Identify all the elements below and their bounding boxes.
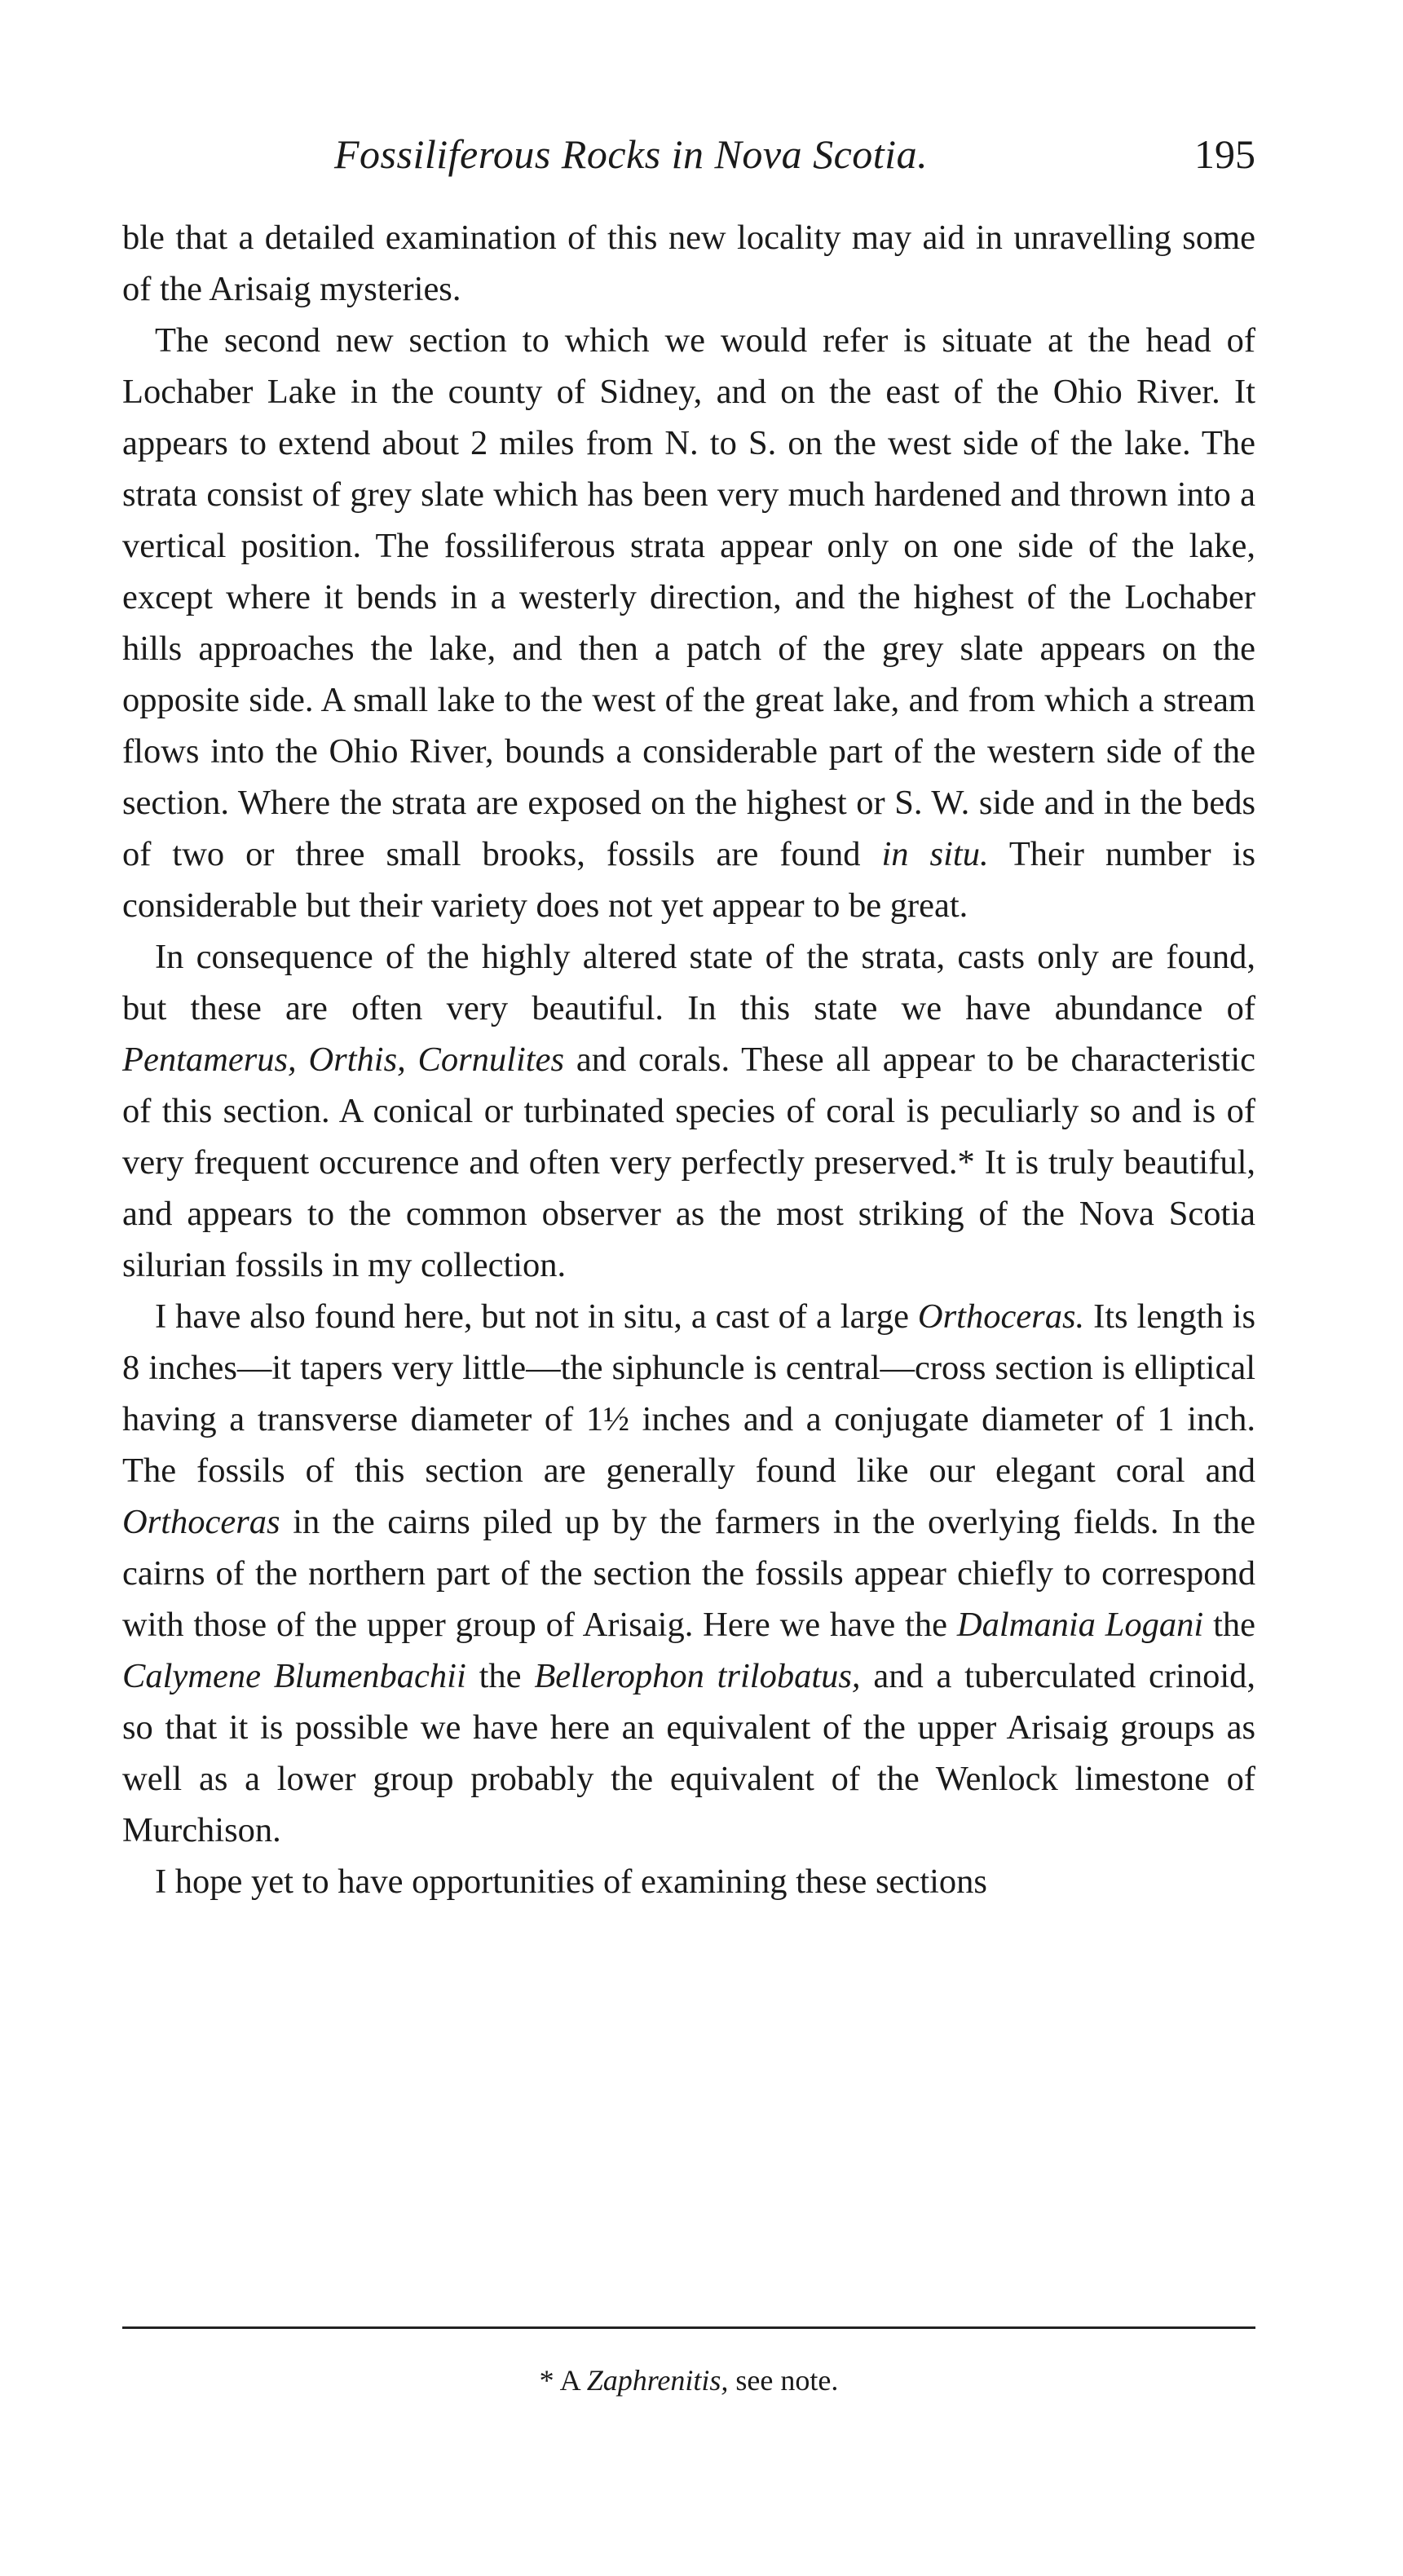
- footnote-taxon: Zaphrenitis,: [586, 2364, 729, 2397]
- paragraph-4-the-2: the: [479, 1657, 522, 1695]
- taxon-dalmania: Dalmania Logani: [956, 1606, 1204, 1644]
- paragraph-4-text-a: I have also found here, but not in situ, a cast of a large: [155, 1297, 909, 1336]
- footnote-marker: * A: [539, 2364, 580, 2397]
- paragraph-5: [122, 1856, 1255, 1907]
- paragraph-2: [122, 315, 1255, 931]
- paragraph-4-text-b: Its length is 8 inches—it tapers very little—the siphuncle is central—cross section is elliptical having a transverse diameter of 1½ inches and a conjugate diameter of 1 inch. The fossils of this section are generally found like our elegant coral and: [122, 1297, 1256, 1490]
- page: [122, 130, 1255, 1907]
- taxon-pentamerus: Pentamerus,: [122, 1041, 297, 1079]
- running-title: Fossiliferous Rocks in Nova Scotia.: [334, 131, 929, 177]
- footnote-rule: [122, 2326, 1255, 2329]
- footnote: [122, 2363, 1255, 2397]
- paragraph-4-text-c: in the cairns piled up by the farmers in the overlying fields. In the cairns of the northern part of the section the fossils appear chiefly to correspond with those of the upper group of Arisaig. Here we have the: [122, 1503, 1256, 1644]
- taxon-orthoceras-1: Orthoceras.: [917, 1297, 1085, 1336]
- paragraph-2-end: Their number is considerable but their variety does not yet appear to be great.: [122, 835, 1256, 925]
- paragraph-1-text: ble that a detailed examination of this new locality may aid in unravelling some of the Arisaig mysteries.: [122, 219, 1255, 308]
- paragraph-5-text: I hope yet to have opportunities of examining these sections: [155, 1862, 987, 1901]
- paragraph-4-text-d: and a tuberculated crinoid, so that it is possible we have here an equivalent of the upper Arisaig groups as well as a lower group probably the equivalent of the Wenlock limestone of Murchison.: [122, 1657, 1256, 1849]
- paragraph-4: [122, 1291, 1255, 1856]
- taxon-calymene: Calymene Blumenbachii: [122, 1657, 466, 1695]
- paragraph-3: [122, 931, 1255, 1291]
- paragraph-1: [122, 212, 1255, 315]
- paragraph-4-the-1: the: [1213, 1606, 1255, 1644]
- taxon-orthoceras-2: Orthoceras: [122, 1503, 280, 1541]
- taxon-orthis: Orthis,: [308, 1041, 406, 1079]
- footnote-rest: see note.: [735, 2364, 839, 2397]
- taxon-cornulites: Cornulites: [417, 1041, 565, 1079]
- paragraph-2-text: The second new section to which we would refer is situate at the head of Lochaber Lake in the county of Sidney, and on the east of the Ohio River. It appears to extend about 2 miles from N. to S. on the west side of the lake. The strata consist of grey slate which has been very much hardened and thrown into a vertical position. The fossiliferous strata appear only on one side of the lake, except where it bends in a westerly direction, and the highest of the Lochaber hills approaches the lake, and then a patch of the grey slate appears on the opposite side. A small lake to the west of the great lake, and from which a stream flows into the Ohio River, bounds a considerable part of the western side of the section. Where the strata are exposed on the highest or S. W. side and in the beds of two or three small brooks, fossils are found: [122, 321, 1255, 873]
- taxon-bellerophon: Bellerophon trilobatus,: [534, 1657, 861, 1695]
- page-number: 195: [1194, 131, 1255, 177]
- paragraph-3-text-b: and corals. These all appear to be characteristic of this section. A conical or turbinated species of coral is peculiarly so and is of very frequent occurence and often very perfectly preserved.* It is truly beautiful, and appears to the common observer as the most striking of the Nova Scotia silurian fossils in my collection.: [122, 1041, 1256, 1284]
- paragraph-3-text-a: In consequence of the highly altered state of the strata, casts only are found, but these are often very beautiful. In this state we have abundance of: [122, 938, 1255, 1027]
- body-text: [122, 212, 1255, 1907]
- paragraph-2-italic: in situ.: [881, 835, 989, 873]
- page-header: [122, 130, 1255, 212]
